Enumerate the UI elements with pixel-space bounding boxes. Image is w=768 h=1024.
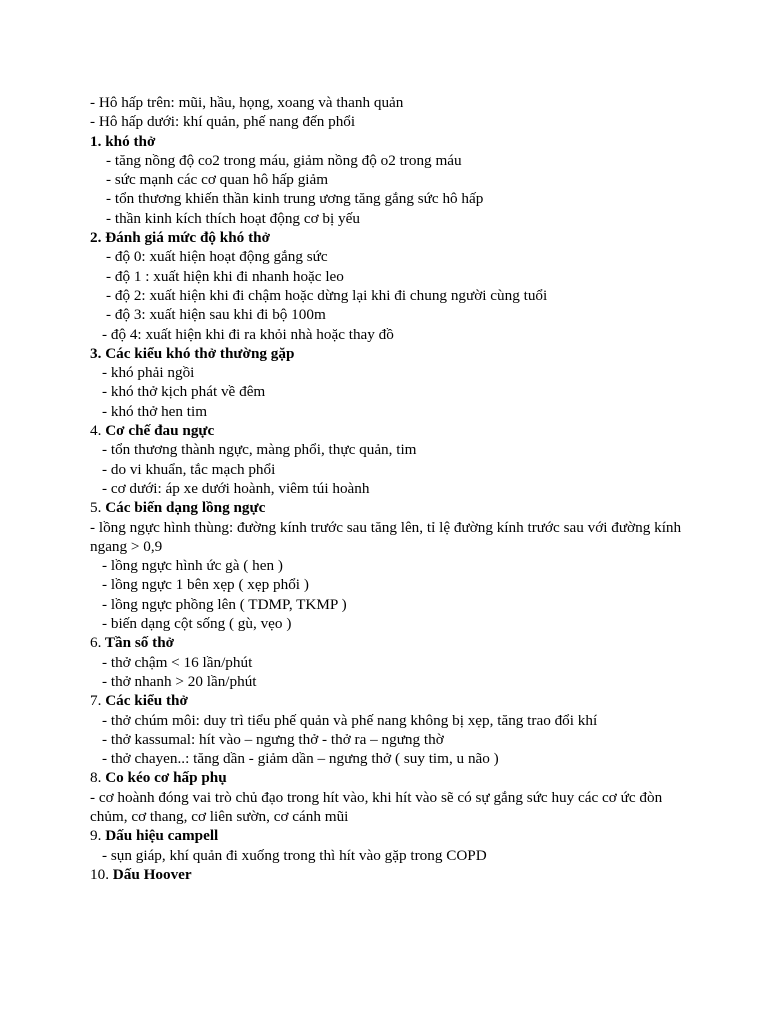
list-item: - lồng ngực hình thùng: đường kính trước sau tăng lên, tỉ lệ đường kính trước sau với đường kính ngang > 0,9 (90, 518, 682, 555)
list-item: - lồng ngực phồng lên ( TDMP, TKMP ) (102, 595, 347, 613)
list-item: - thần kinh kích thích hoạt động cơ bị yếu (106, 209, 360, 227)
section-heading-5 (90, 498, 690, 517)
list-item: - độ 4: xuất hiện khi đi ra khỏi nhà hoặc thay đồ (102, 325, 394, 343)
section-heading-4 (90, 421, 690, 440)
list-item: - thở nhanh > 20 lần/phút (102, 672, 257, 690)
section-number: 8. (90, 769, 102, 787)
intro-line-lower: - Hô hấp dưới: khí quản, phế nang đến phổi (90, 113, 356, 131)
list-item: - lồng ngực hình ức gà ( hen ) (102, 557, 283, 575)
section-number: 10. (90, 865, 109, 883)
section-heading-3 (90, 344, 690, 363)
list-item: - biến dạng cột sống ( gù, vẹo ) (102, 615, 292, 633)
list-item: - khó thở hen tim (102, 402, 208, 420)
list-item: - thở chayen..: tăng dần - giảm dần – ngưng thở ( suy tim, u não ) (102, 750, 499, 768)
section-title: Dấu hiệu campell (101, 827, 219, 845)
section-heading-10 (90, 865, 690, 884)
section-title: Tần số thở (101, 634, 175, 652)
section-heading-8 (90, 768, 690, 787)
section-heading-9 (90, 826, 690, 845)
list-item: - cơ hoành đóng vai trò chủ đạo trong hít vào, khi hít vào sẽ có sự gắng sức huy các cơ ức đòn chủm, cơ thang, cơ liên sườn, cơ cánh mũi (90, 788, 663, 825)
list-item: - sức mạnh các cơ quan hô hấp giảm (106, 171, 329, 189)
list-item: - độ 3: xuất hiện sau khi đi bộ 100m (106, 306, 326, 324)
list-item: - sụn giáp, khí quản đi xuống trong thì hít vào gặp trong COPD (102, 846, 487, 864)
list-item: - tăng nồng độ co2 trong máu, giảm nồng độ o2 trong máu (106, 151, 462, 169)
section-number: 9. (90, 827, 102, 845)
section-title: Co kéo cơ hấp phụ (101, 769, 227, 787)
list-item: - độ 1 : xuất hiện khi đi nhanh hoặc leo (106, 267, 344, 285)
section-number: 6. (90, 634, 102, 652)
list-item: - tổn thương thành ngực, màng phổi, thực quản, tim (102, 441, 417, 459)
list-item: - khó thở kịch phát về đêm (102, 383, 266, 401)
section-title: khó thở (101, 132, 156, 150)
section-title: Đánh giá mức độ khó thở (101, 229, 270, 247)
intro-line-upper: - Hô hấp trên: mũi, hầu, họng, xoang và thanh quản (90, 94, 404, 111)
section-title: Các kiểu thở (101, 692, 188, 710)
list-item: - thở chậm < 16 lần/phút (102, 653, 253, 671)
section-number: 3. (90, 344, 102, 362)
list-item: - thở kassumal: hít vào – ngưng thở - thở ra – ngưng thờ (102, 730, 444, 748)
list-item: - khó phải ngồi (102, 364, 195, 382)
section-number: 2. (90, 229, 102, 247)
section-heading-2 (90, 228, 690, 247)
section-title: Dấu Hoover (108, 865, 192, 883)
list-item: - cơ dưới: áp xe dưới hoành, viêm túi hoành (102, 479, 370, 497)
section-title: Các kiểu khó thở thường gặp (101, 344, 295, 362)
section-number: 7. (90, 692, 102, 710)
section-number: 1. (90, 132, 102, 150)
section-title: Cơ chế đau ngực (101, 422, 215, 440)
section-number: 4. (90, 422, 102, 440)
list-item: - tổn thương khiến thần kinh trung ương tăng gắng sức hô hấp (106, 190, 484, 208)
list-item: - độ 2: xuất hiện khi đi chậm hoặc dừng lại khi đi chung người cùng tuổi (106, 286, 548, 304)
section-heading-1 (90, 132, 690, 151)
document-body (90, 93, 690, 884)
section-heading-7 (90, 691, 690, 710)
section-heading-6 (90, 633, 690, 652)
list-item: - lồng ngực 1 bên xẹp ( xẹp phổi ) (102, 576, 309, 594)
list-item: - do vi khuẩn, tắc mạch phổi (102, 460, 276, 478)
section-number: 5. (90, 499, 102, 517)
list-item: - thở chúm môi: duy trì tiểu phế quản và phế nang không bị xẹp, tăng trao đổi khí (102, 711, 598, 729)
section-title: Các biến dạng lồng ngực (101, 499, 266, 517)
list-item: - độ 0: xuất hiện hoạt động gắng sức (106, 248, 328, 266)
